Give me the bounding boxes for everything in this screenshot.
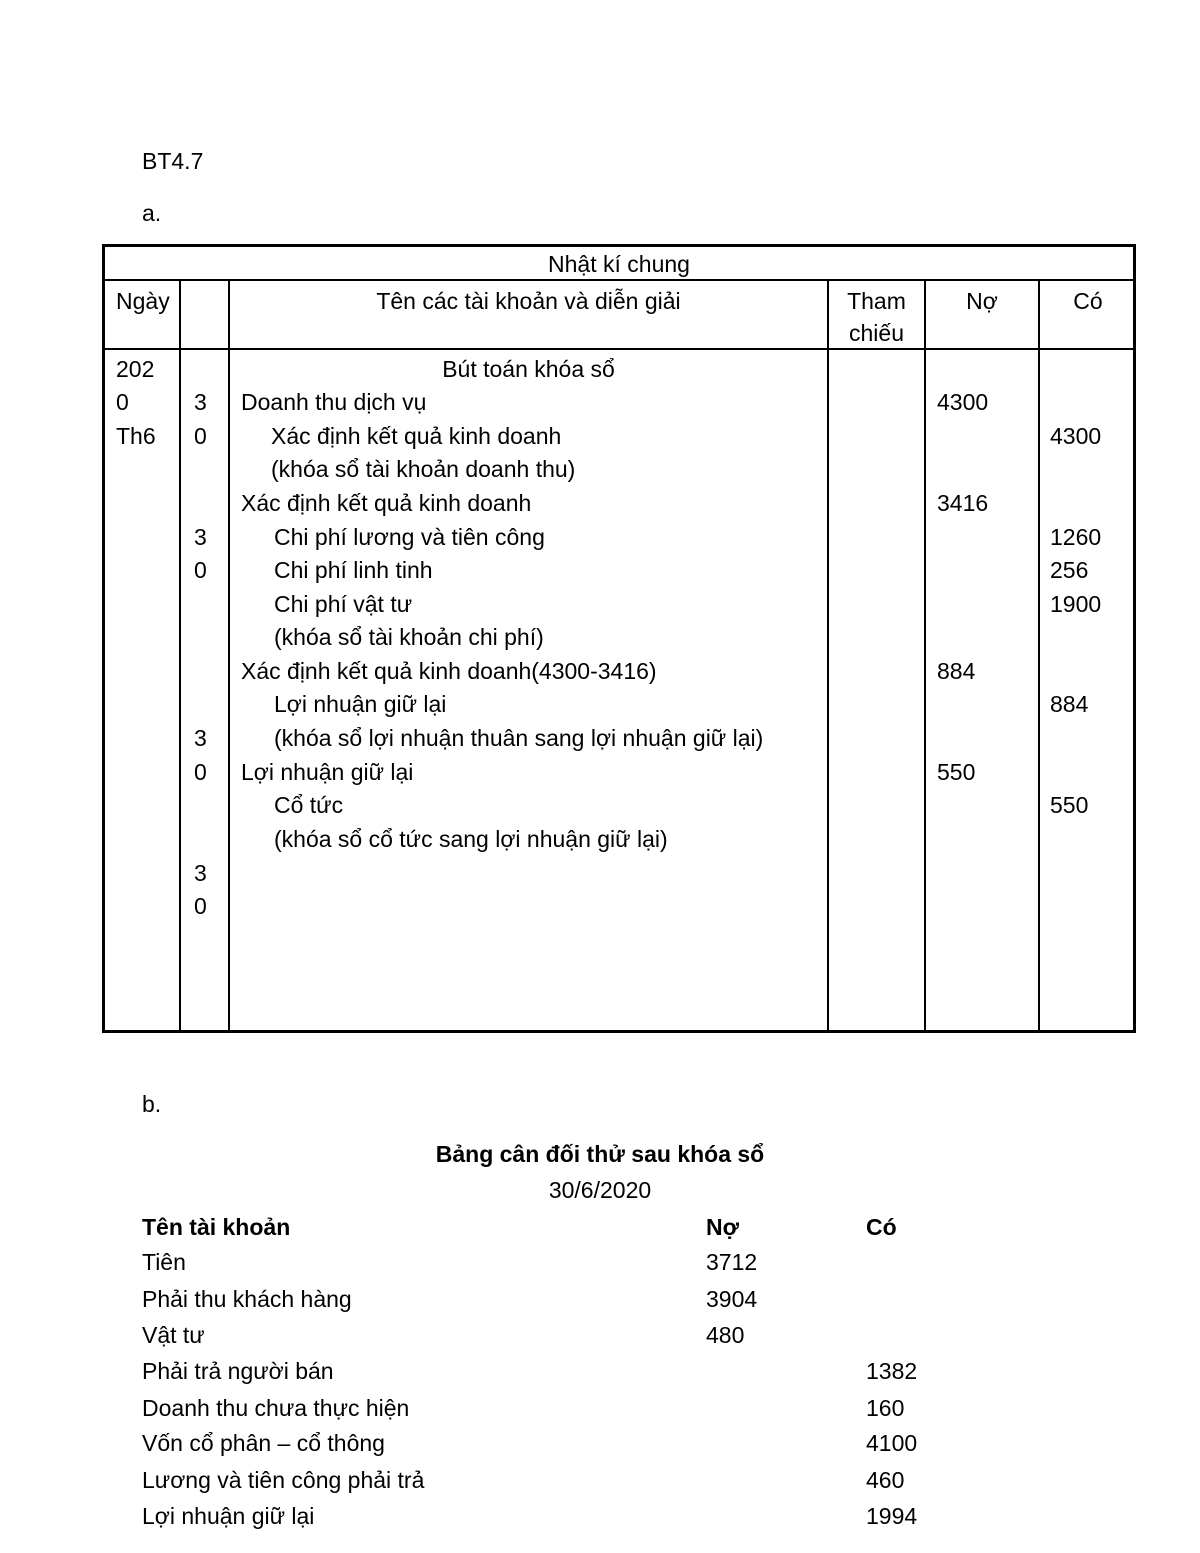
entry-debit: 884	[937, 658, 976, 684]
date-year-part2: 0	[116, 389, 129, 415]
tb-account-name: Phải thu khách hàng	[142, 1286, 352, 1312]
tb-account-name: Lợi nhuận giữ lại	[142, 1503, 315, 1529]
entry-credit: 4300	[1050, 423, 1102, 449]
header-debit: Nợ	[966, 288, 998, 314]
header-ref-line1: Tham	[847, 288, 906, 314]
day-digit: 0	[194, 759, 207, 785]
tb-header-debit: Nợ	[706, 1214, 739, 1240]
tb-header-account: Tên tài khoản	[142, 1214, 291, 1240]
general-journal-table	[102, 244, 1136, 1033]
trial-balance-title: Bảng cân đối thử sau khóa sổ	[435, 1141, 765, 1167]
entry-account: Cổ tức	[274, 792, 344, 818]
header-credit: Có	[1073, 288, 1103, 314]
tb-account-name: Doanh thu chưa thực hiện	[142, 1395, 410, 1421]
entry-debit: 550	[937, 759, 976, 785]
exercise-title: BT4.7	[142, 148, 204, 174]
day-digit: 0	[194, 423, 207, 449]
date-month: Th6	[116, 423, 156, 449]
col-divider-day	[228, 280, 230, 1030]
tb-debit-value: 3712	[706, 1249, 758, 1275]
col-divider-debit	[1038, 280, 1040, 1030]
entry-account: Lợi nhuận giữ lại	[241, 759, 414, 785]
closing-entries-title: Bút toán khóa sổ	[442, 356, 615, 382]
header-accounts: Tên các tài khoản và diễn giải	[376, 288, 681, 314]
entry-account: Xác định kết quả kinh doanh	[271, 423, 562, 449]
entry-credit: 550	[1050, 792, 1089, 818]
tb-account-name: Vật tư	[142, 1322, 205, 1348]
entry-account: Chi phí linh tinh	[274, 557, 433, 583]
day-digit: 0	[194, 893, 207, 919]
col-divider-date	[179, 280, 181, 1030]
trial-balance-date: 30/6/2020	[548, 1177, 652, 1203]
header-date: Ngày	[116, 288, 170, 314]
tb-account-name: Lương và tiên công phải trả	[142, 1467, 425, 1493]
entry-description: (khóa sổ tài khoản chi phí)	[274, 624, 544, 650]
entry-description: (khóa sổ tài khoản doanh thu)	[271, 456, 576, 482]
entry-account: Xác định kết quả kinh doanh	[241, 490, 532, 516]
tb-debit-value: 3904	[706, 1286, 758, 1312]
tb-debit-value: 480	[706, 1322, 745, 1348]
tb-credit-value: 1994	[866, 1503, 918, 1529]
journal-header-divider	[105, 348, 1133, 350]
entry-account: Lợi nhuận giữ lại	[274, 691, 447, 717]
entry-debit: 3416	[937, 490, 989, 516]
entry-account: Chi phí lương và tiên công	[274, 524, 545, 550]
entry-credit: 1260	[1050, 524, 1102, 550]
date-year-part1: 202	[116, 356, 155, 382]
tb-credit-value: 460	[866, 1467, 905, 1493]
col-divider-accounts	[827, 280, 829, 1030]
day-digit: 3	[194, 860, 207, 886]
entry-description: (khóa sổ lợi nhuận thuân sang lợi nhuận giữ lại)	[274, 725, 764, 751]
tb-credit-value: 4100	[866, 1430, 918, 1456]
day-digit: 0	[194, 557, 207, 583]
header-ref-line2: chiếu	[849, 320, 904, 346]
entry-account: Doanh thu dịch vụ	[241, 389, 427, 415]
tb-credit-value: 1382	[866, 1358, 918, 1384]
journal-title: Nhật kí chung	[548, 251, 690, 277]
tb-account-name: Vốn cổ phân – cổ thông	[142, 1430, 385, 1456]
tb-account-name: Phải trả người bán	[142, 1358, 334, 1384]
entry-description: (khóa sổ cổ tức sang lợi nhuận giữ lại)	[274, 826, 668, 852]
entry-account: Xác định kết quả kinh doanh(4300-3416)	[241, 658, 657, 684]
day-digit: 3	[194, 524, 207, 550]
part-a-label: a.	[142, 200, 162, 226]
journal-title-divider	[105, 279, 1133, 281]
day-digit: 3	[194, 725, 207, 751]
tb-header-credit: Có	[866, 1214, 897, 1240]
day-digit: 3	[194, 389, 207, 415]
entry-credit: 1900	[1050, 591, 1102, 617]
entry-credit: 884	[1050, 691, 1089, 717]
entry-credit: 256	[1050, 557, 1089, 583]
part-b-label: b.	[142, 1091, 162, 1117]
entry-account: Chi phí vật tư	[274, 591, 413, 617]
col-divider-ref	[924, 280, 926, 1030]
tb-account-name: Tiên	[142, 1249, 186, 1275]
entry-debit: 4300	[937, 389, 989, 415]
tb-credit-value: 160	[866, 1395, 905, 1421]
